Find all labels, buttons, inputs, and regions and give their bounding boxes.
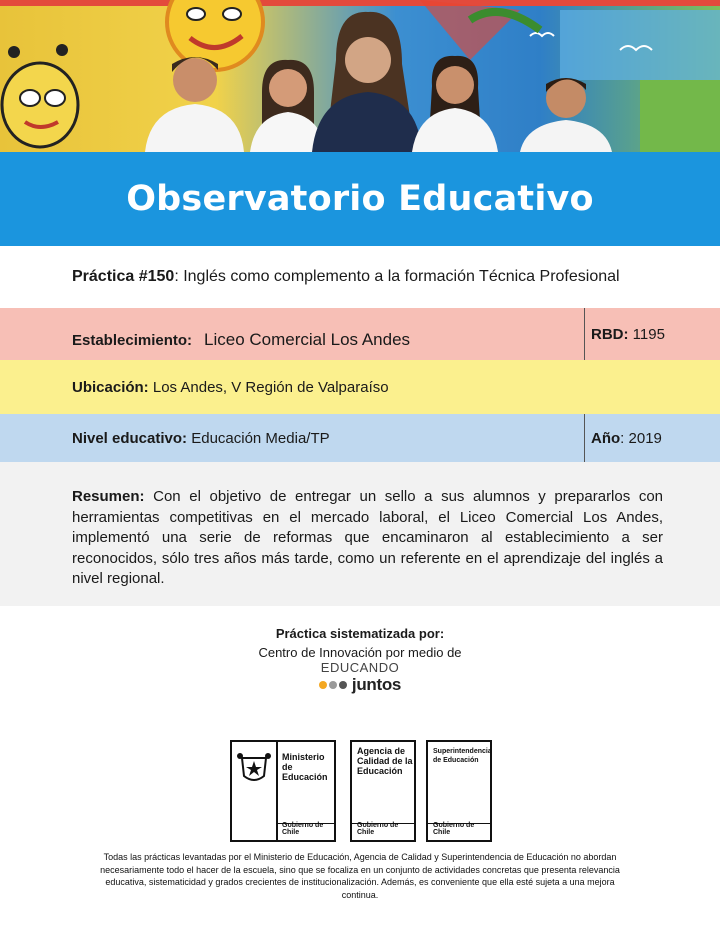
- agencia-gov: Gobierno de Chile: [357, 822, 399, 836]
- brand-top: EDUCANDO: [320, 660, 400, 675]
- hero-illustration: [0, 0, 720, 152]
- practice-title: : Inglés como complemento a la formación Técnica Profesional: [174, 268, 620, 285]
- mineduc-name: Ministerio de Educación: [282, 752, 328, 782]
- credits-line: Centro de Innovación por medio de: [258, 645, 462, 660]
- brand-bottom: juntos: [351, 675, 402, 694]
- credits: [0, 624, 720, 662]
- establishment-label: Establecimiento:: [72, 331, 193, 349]
- brand-dot-icon: [329, 681, 337, 689]
- location-row: [0, 360, 720, 414]
- page-title: Observatorio Educativo: [126, 179, 594, 219]
- summary-label: Resumen:: [72, 488, 145, 505]
- level-value: Educación Media/TP: [191, 429, 330, 447]
- mineduc-gov: Gobierno de Chile: [282, 822, 324, 836]
- level-row: [0, 414, 720, 462]
- brand-dot-icon: [319, 681, 327, 689]
- mineduc-logo: [230, 740, 336, 842]
- superintendencia-name: Superintendencia de Educación: [433, 748, 492, 764]
- establishment-value: Liceo Comercial Los Andes: [204, 330, 411, 349]
- chile-shield-icon: [234, 748, 274, 788]
- summary-section: [0, 462, 720, 606]
- level-label: Nivel educativo:: [72, 429, 188, 447]
- superintendencia-gov: Gobierno de Chile: [433, 822, 475, 836]
- rbd-value: 1195: [632, 326, 665, 343]
- educando-juntos-logo: [0, 660, 720, 695]
- year-value: : 2019: [620, 429, 662, 447]
- rbd-label: RBD:: [591, 326, 629, 343]
- summary-text: Con el objetivo de entregar un sello a sus alumnos y prepararlos con herramientas competitivas en el mercado laboral, el Liceo Comercial Los Andes, implementó una serie de reformas que encaminaron al establecimiento a ser reconocidos, sólo tres años más tarde, como un referente en el aprendizaje del inglés a nivel regional.: [72, 488, 664, 587]
- location-label: Ubicación:: [72, 378, 149, 396]
- superintendencia-logo: [426, 740, 492, 842]
- location-value: Los Andes, V Región de Valparaíso: [152, 378, 389, 396]
- agencia-name: Agencia de Calidad de la Educación: [357, 746, 413, 776]
- year-label: Año: [591, 429, 621, 447]
- hero-photo: [0, 0, 720, 152]
- footer-disclaimer: Todas las prácticas levantadas por el Ministerio de Educación, Agencia de Calidad y Superintendencia de Educación no abordan necesariamente todo el hacer de la escuela, sino que se focaliza en un conjunto de actividades concretas que presenta relevancia educativa, sistematicidad y grados crecientes de institucionalización. Además, es conveniente que ella esté sujeta a una mejora continua.: [100, 852, 620, 900]
- title-band: [0, 152, 720, 246]
- agencia-logo: [350, 740, 416, 842]
- establishment-row: [0, 308, 720, 360]
- brand-dot-icon: [339, 681, 347, 689]
- credits-heading: Práctica sistematizada por:: [275, 626, 445, 641]
- practice-row: [0, 246, 720, 308]
- practice-label: Práctica #150: [72, 268, 175, 285]
